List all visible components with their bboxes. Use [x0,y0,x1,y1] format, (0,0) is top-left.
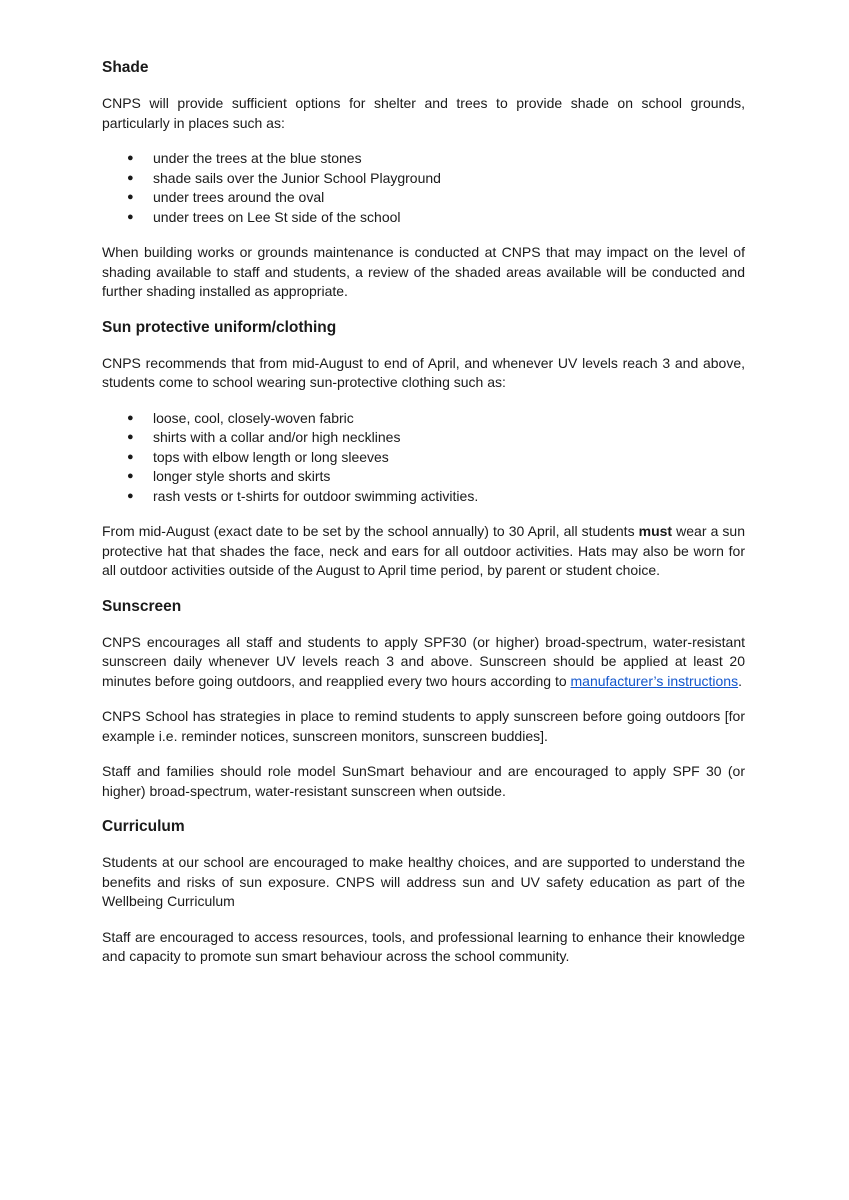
document-page [102,58,745,983]
list-item: ● under trees on Lee St side of the school [102,208,745,228]
list-item: ● loose, cool, closely-woven fabric [102,409,745,429]
bullet-icon: ● [127,191,134,203]
shade-section [102,58,745,302]
bullet-icon: ● [127,411,134,424]
shade-paragraph: When building works or grounds maintenance is conducted at CNPS that may impact on the level of shading available to staff and students, a review of the shaded areas available will be conducted and further shading installed as appropriate. [102,244,745,299]
bullet-icon: ● [127,431,134,443]
bullet-icon: ● [127,470,134,482]
list-item: ● rash vests or t-shirts for outdoor swimming activities. [102,487,745,507]
list-item: ● under the trees at the blue stones [102,149,745,169]
list-item: ● shirts with a collar and/or high necklines [102,428,745,448]
sunscreen-section [102,597,745,802]
bullet-icon: ● [127,210,134,223]
manufacturer-instructions-link[interactable]: manufacturer’s instructions [570,672,739,689]
bullet-icon: ● [127,450,134,463]
curriculum-paragraph-1: Students at our school are encouraged to make healthy choices, and are supported to understand the benefits and risks of sun exposure. CNPS will address sun and UV safety education as part of the Wellbeing Curriculum [102,854,745,909]
uniform-section [102,318,745,581]
curriculum-paragraph-2: Staff are encouraged to access resources, tools, and professional learning to enhance their knowledge and capacity to promote sun smart behaviour across the school community. [102,928,745,964]
uniform-heading: Sun protective uniform/clothing [102,318,337,336]
bullet-icon: ● [127,152,134,164]
uniform-list [102,409,745,507]
sunscreen-paragraph-2: CNPS School has strategies in place to remind students to apply sunscreen before going outdoors [for example i.e. reminder notices, sunscreen monitors, sunscreen buddies]. [102,708,745,744]
curriculum-section [102,817,745,967]
shade-heading: Shade [102,59,149,76]
sunscreen-heading: Sunscreen [102,597,182,615]
bullet-icon: ● [127,489,134,502]
list-item: ● under trees around the oval [102,188,745,208]
list-item: ● shade sails over the Junior School Playground [102,169,745,189]
list-item: ● longer style shorts and skirts [102,467,745,487]
hat-paragraph: From mid-August (exact date to be set by the school annually) to 30 April, all students must wear a sun protective hat that shades the face, neck and ears for all outdoor activities. Hats may also be worn for all outdoor activities outside of the August to April time period, by parent or student choice. [102,523,745,578]
shade-list [102,149,745,227]
uniform-intro: CNPS recommends that from mid-August to end of April, and whenever UV levels reach 3 and above, students come to school wearing sun-protective clothing such as: [102,354,745,390]
bullet-icon: ● [127,171,134,184]
sunscreen-paragraph-3: Staff and families should role model SunSmart behaviour and are encouraged to apply SPF 30 (or higher) broad-spectrum, water-resistant sunscreen when outside. [102,763,745,799]
curriculum-heading: Curriculum [102,818,185,835]
shade-intro: CNPS will provide sufficient options for shelter and trees to provide shade on school grounds, particularly in places such as: [102,95,745,131]
sunscreen-paragraph-1: CNPS encourages all staff and students to apply SPF30 (or higher) broad-spectrum, water-resistant sunscreen daily whenever UV levels reach 3 and above. Sunscreen should be applied at least 20 minutes before going outdoors, and reapplied every two hours according to manufacturer’s instructions. [102,633,745,689]
list-item: ● tops with elbow length or long sleeves [102,448,745,468]
must-emphasis: must [638,523,673,539]
